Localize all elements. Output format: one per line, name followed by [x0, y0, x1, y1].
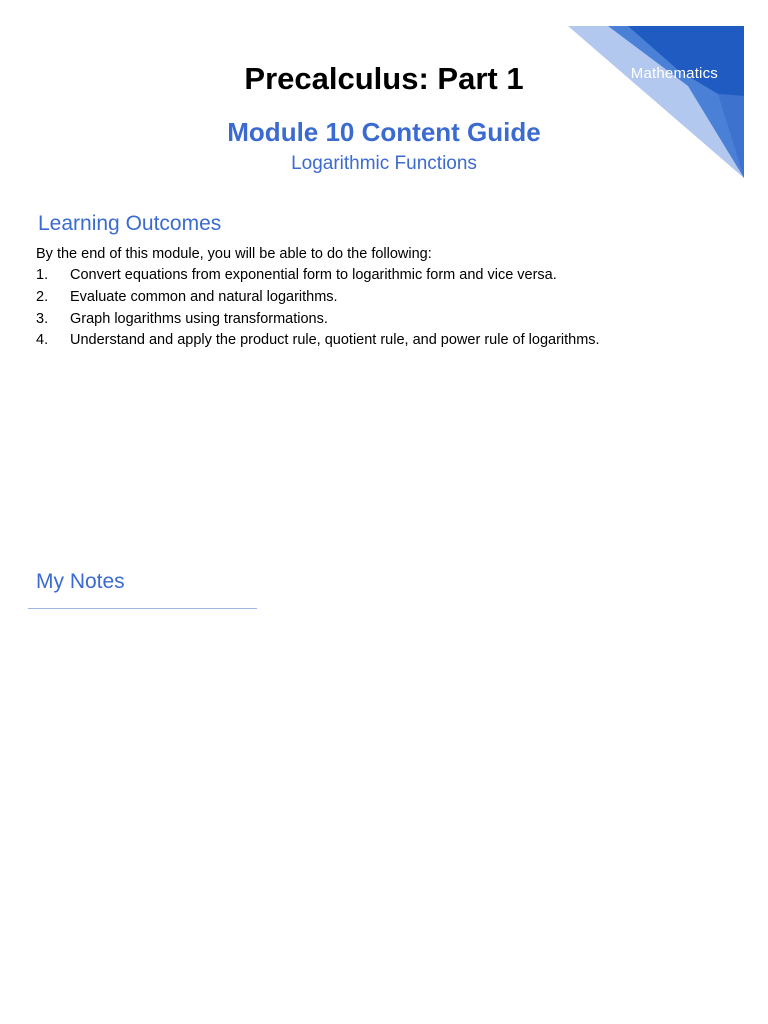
list-item	[36, 265, 600, 287]
module-title: Module 10 Content Guide	[227, 117, 541, 147]
list-item	[36, 287, 600, 309]
list-item-text: Understand and apply the product rule, quotient rule, and power rule of logarithms.	[70, 332, 600, 349]
list-item-number: 2.	[36, 288, 49, 305]
list-item-number: 4.	[36, 332, 49, 349]
learning-outcomes-list	[36, 265, 600, 352]
page-title: Precalculus: Part 1	[244, 61, 524, 96]
module-subtitle: Logarithmic Functions	[291, 153, 477, 174]
list-item-number: 3.	[36, 310, 49, 327]
list-item	[36, 309, 600, 331]
list-item-text: Graph logarithms using transformations.	[70, 310, 328, 327]
learning-outcomes-heading: Learning Outcomes	[38, 212, 222, 235]
notes-divider	[28, 608, 257, 609]
list-item-number: 1.	[36, 267, 49, 283]
list-item-text: Convert equations from exponential form to logarithmic form and vice versa.	[70, 267, 557, 283]
my-notes-heading: My Notes	[36, 570, 125, 593]
subject-label: Mathematics	[630, 65, 718, 82]
list-item	[36, 330, 600, 352]
list-item-text: Evaluate common and natural logarithms.	[70, 288, 338, 305]
learning-outcomes-intro: By the end of this module, you will be able to do the following:	[36, 246, 432, 262]
